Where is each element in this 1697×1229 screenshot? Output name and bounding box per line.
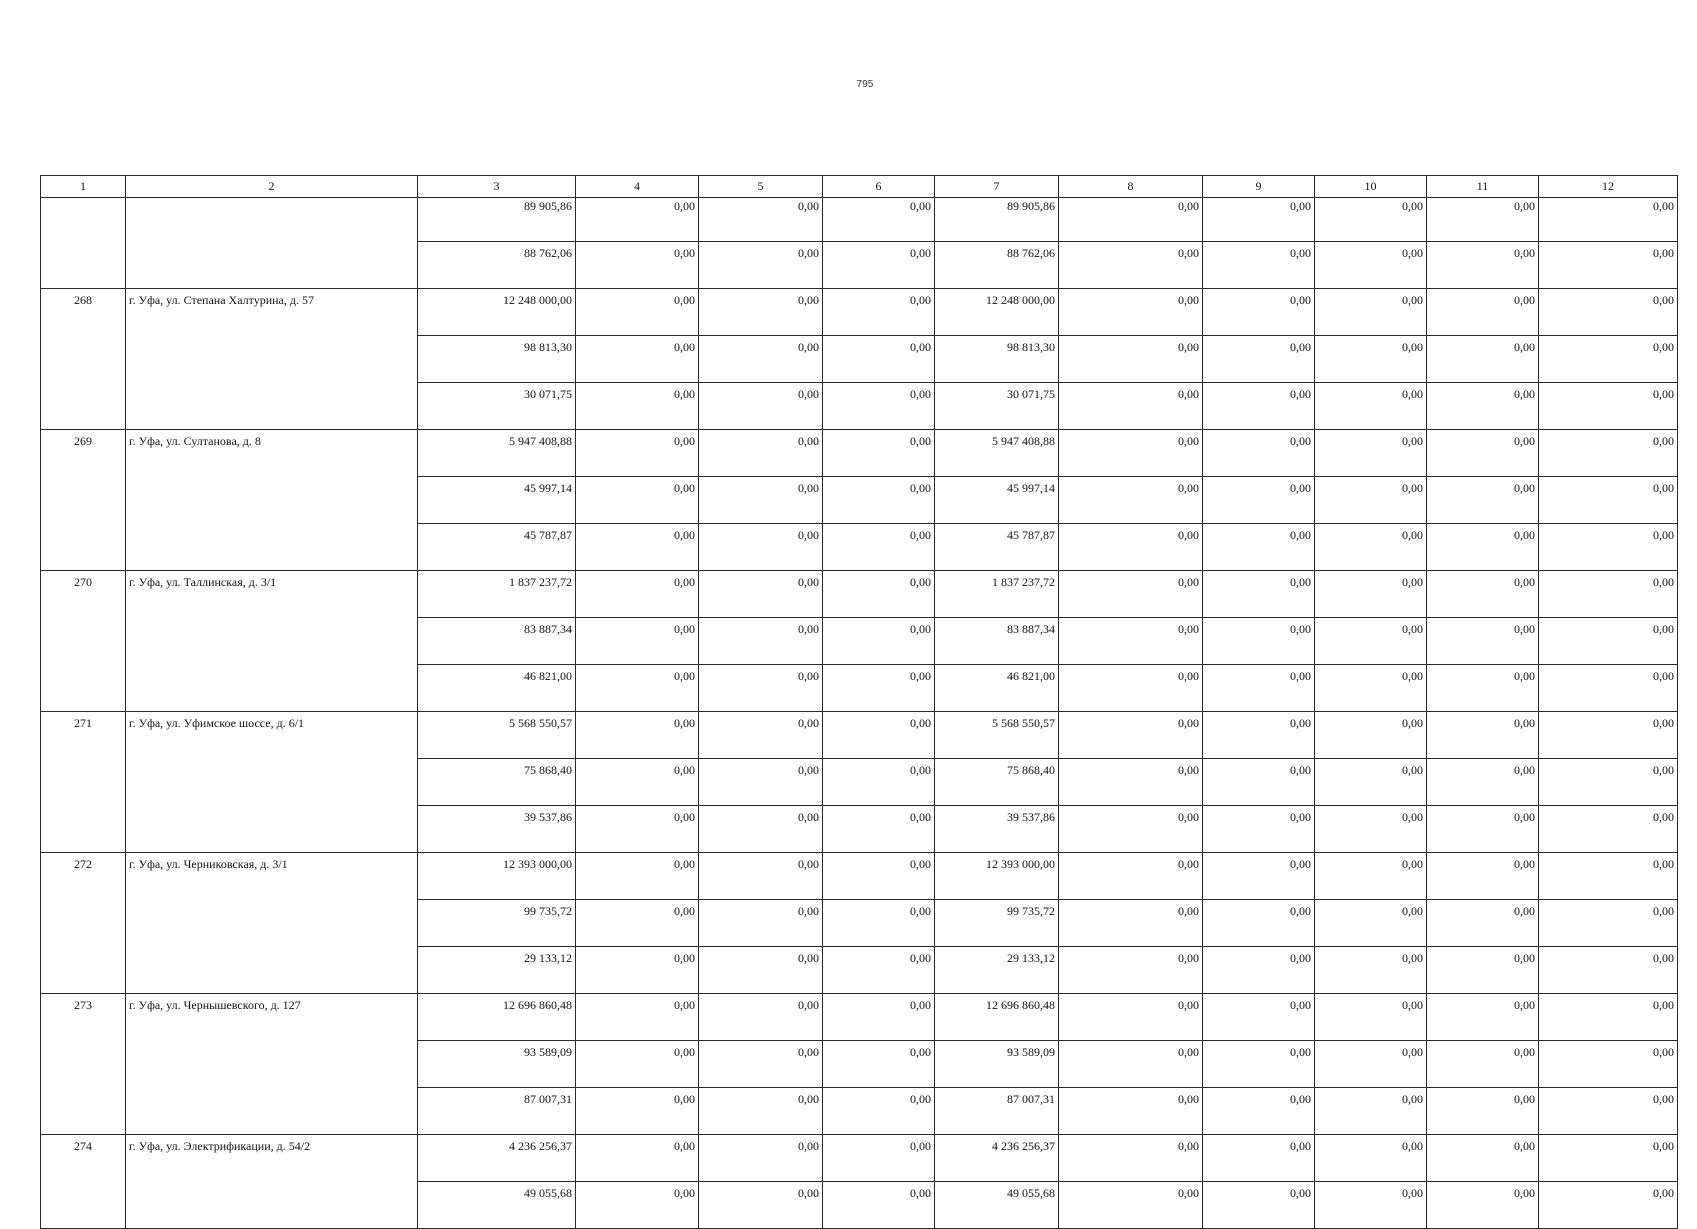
value-cell-col-7: 12 248 000,00 [935,289,1059,336]
value-cell-col-7: 93 589,09 [935,1041,1059,1088]
value-cell-col-4: 0,00 [576,618,699,665]
value-cell-col-12: 0,00 [1539,947,1678,994]
value-cell-col-6: 0,00 [823,853,935,900]
value-cell-col-4: 0,00 [576,712,699,759]
value-cell-col-8: 0,00 [1059,242,1203,289]
value-cell-col-5: 0,00 [699,571,823,618]
value-cell-col-6: 0,00 [823,430,935,477]
value-cell-col-9: 0,00 [1203,336,1315,383]
value-cell-col-4: 0,00 [576,336,699,383]
value-cell-col-12: 0,00 [1539,1135,1678,1182]
value-cell-col-9: 0,00 [1203,198,1315,242]
value-cell-col-8: 0,00 [1059,947,1203,994]
value-cell-col-3: 12 248 000,00 [418,289,576,336]
value-cell-col-9: 0,00 [1203,806,1315,853]
row-number: 271 [41,712,126,853]
value-cell-col-7: 29 133,12 [935,947,1059,994]
value-cell-col-6: 0,00 [823,383,935,430]
address: г. Уфа, ул. Степана Халтурина, д. 57 [126,289,418,430]
value-cell-col-11: 0,00 [1427,430,1539,477]
value-cell-col-7: 45 787,87 [935,524,1059,571]
value-cell-col-12: 0,00 [1539,571,1678,618]
value-cell-col-7: 45 997,14 [935,477,1059,524]
value-cell-col-11: 0,00 [1427,571,1539,618]
table-row [41,994,1678,1041]
value-cell-col-8: 0,00 [1059,618,1203,665]
value-cell-col-7: 39 537,86 [935,806,1059,853]
value-cell-col-7: 87 007,31 [935,1088,1059,1135]
table-body [41,198,1678,1229]
table-row [41,712,1678,759]
value-cell-col-5: 0,00 [699,242,823,289]
table-row [41,289,1678,336]
value-cell-col-5: 0,00 [699,477,823,524]
value-cell-col-11: 0,00 [1427,712,1539,759]
value-cell-col-8: 0,00 [1059,198,1203,242]
value-cell-col-3: 12 696 860,48 [418,994,576,1041]
value-cell-col-7: 1 837 237,72 [935,571,1059,618]
column-header-3: 3 [418,176,576,198]
address: г. Уфа, ул. Электрификации, д. 54/2 [126,1135,418,1229]
value-cell-col-6: 0,00 [823,1041,935,1088]
value-cell-col-10: 0,00 [1315,759,1427,806]
value-cell-col-7: 75 868,40 [935,759,1059,806]
value-cell-col-7: 46 821,00 [935,665,1059,712]
value-cell-col-3: 45 997,14 [418,477,576,524]
value-cell-col-10: 0,00 [1315,1182,1427,1229]
value-cell-col-7: 99 735,72 [935,900,1059,947]
value-cell-col-9: 0,00 [1203,242,1315,289]
value-cell-col-10: 0,00 [1315,524,1427,571]
value-cell-col-12: 0,00 [1539,336,1678,383]
value-cell-col-11: 0,00 [1427,665,1539,712]
value-cell-col-9: 0,00 [1203,1041,1315,1088]
value-cell-col-4: 0,00 [576,383,699,430]
value-cell-col-4: 0,00 [576,947,699,994]
value-cell-col-5: 0,00 [699,430,823,477]
value-cell-col-11: 0,00 [1427,1088,1539,1135]
column-header-9: 9 [1203,176,1315,198]
value-cell-col-9: 0,00 [1203,665,1315,712]
value-cell-col-5: 0,00 [699,289,823,336]
value-cell-col-12: 0,00 [1539,198,1678,242]
value-cell-col-11: 0,00 [1427,994,1539,1041]
value-cell-col-4: 0,00 [576,289,699,336]
value-cell-col-11: 0,00 [1427,1182,1539,1229]
value-cell-col-12: 0,00 [1539,994,1678,1041]
value-cell-col-5: 0,00 [699,759,823,806]
value-cell-col-9: 0,00 [1203,994,1315,1041]
value-cell-col-3: 89 905,86 [418,198,576,242]
value-cell-col-4: 0,00 [576,806,699,853]
value-cell-col-4: 0,00 [576,242,699,289]
value-cell-col-10: 0,00 [1315,900,1427,947]
value-cell-col-12: 0,00 [1539,1088,1678,1135]
value-cell-col-7: 5 947 408,88 [935,430,1059,477]
value-cell-col-4: 0,00 [576,477,699,524]
value-cell-col-11: 0,00 [1427,524,1539,571]
value-cell-col-9: 0,00 [1203,618,1315,665]
value-cell-col-5: 0,00 [699,712,823,759]
value-cell-col-4: 0,00 [576,665,699,712]
table-row [41,853,1678,900]
value-cell-col-3: 75 868,40 [418,759,576,806]
column-header-12: 12 [1539,176,1678,198]
value-cell-col-8: 0,00 [1059,289,1203,336]
value-cell-col-11: 0,00 [1427,336,1539,383]
value-cell-col-9: 0,00 [1203,900,1315,947]
value-cell-col-8: 0,00 [1059,336,1203,383]
value-cell-col-5: 0,00 [699,198,823,242]
value-cell-col-8: 0,00 [1059,1088,1203,1135]
value-cell-col-6: 0,00 [823,618,935,665]
value-cell-col-11: 0,00 [1427,806,1539,853]
value-cell-col-7: 49 055,68 [935,1182,1059,1229]
value-cell-col-6: 0,00 [823,524,935,571]
value-cell-col-6: 0,00 [823,477,935,524]
value-cell-col-3: 49 055,68 [418,1182,576,1229]
value-cell-col-9: 0,00 [1203,712,1315,759]
value-cell-col-10: 0,00 [1315,853,1427,900]
value-cell-col-12: 0,00 [1539,477,1678,524]
value-cell-col-6: 0,00 [823,712,935,759]
value-cell-col-10: 0,00 [1315,477,1427,524]
value-cell-col-6: 0,00 [823,806,935,853]
value-cell-col-6: 0,00 [823,665,935,712]
table-header [41,176,1678,198]
value-cell-col-8: 0,00 [1059,900,1203,947]
page-number: 795 [856,79,874,90]
value-cell-col-7: 5 568 550,57 [935,712,1059,759]
value-cell-col-10: 0,00 [1315,336,1427,383]
column-header-5: 5 [699,176,823,198]
value-cell-col-4: 0,00 [576,853,699,900]
address: г. Уфа, ул. Чернышевского, д. 127 [126,994,418,1135]
value-cell-col-5: 0,00 [699,947,823,994]
value-cell-col-5: 0,00 [699,900,823,947]
value-cell-col-10: 0,00 [1315,947,1427,994]
value-cell-col-6: 0,00 [823,947,935,994]
value-cell-col-6: 0,00 [823,900,935,947]
value-cell-col-9: 0,00 [1203,1135,1315,1182]
value-cell-col-11: 0,00 [1427,1041,1539,1088]
value-cell-col-11: 0,00 [1427,198,1539,242]
value-cell-col-7: 12 696 860,48 [935,994,1059,1041]
value-cell-col-12: 0,00 [1539,618,1678,665]
value-cell-col-10: 0,00 [1315,712,1427,759]
value-cell-col-8: 0,00 [1059,665,1203,712]
value-cell-col-11: 0,00 [1427,759,1539,806]
value-cell-col-9: 0,00 [1203,289,1315,336]
value-cell-col-12: 0,00 [1539,759,1678,806]
value-cell-col-5: 0,00 [699,524,823,571]
value-cell-col-12: 0,00 [1539,383,1678,430]
value-cell-col-3: 87 007,31 [418,1088,576,1135]
value-cell-col-10: 0,00 [1315,1088,1427,1135]
value-cell-col-10: 0,00 [1315,1041,1427,1088]
value-cell-col-3: 39 537,86 [418,806,576,853]
value-cell-col-12: 0,00 [1539,853,1678,900]
value-cell-col-4: 0,00 [576,571,699,618]
column-header-11: 11 [1427,176,1539,198]
row-number: 268 [41,289,126,430]
value-cell-col-4: 0,00 [576,1182,699,1229]
value-cell-col-4: 0,00 [576,994,699,1041]
value-cell-col-9: 0,00 [1203,759,1315,806]
value-cell-col-5: 0,00 [699,994,823,1041]
value-cell-col-3: 4 236 256,37 [418,1135,576,1182]
address: г. Уфа, ул. Таллинская, д. 3/1 [126,571,418,712]
value-cell-col-8: 0,00 [1059,806,1203,853]
column-header-10: 10 [1315,176,1427,198]
column-header-7: 7 [935,176,1059,198]
value-cell-col-10: 0,00 [1315,242,1427,289]
value-cell-col-8: 0,00 [1059,477,1203,524]
value-cell-col-5: 0,00 [699,336,823,383]
value-cell-col-8: 0,00 [1059,383,1203,430]
value-cell-col-3: 45 787,87 [418,524,576,571]
value-cell-col-4: 0,00 [576,1041,699,1088]
value-cell-col-3: 98 813,30 [418,336,576,383]
value-cell-col-6: 0,00 [823,242,935,289]
value-cell-col-10: 0,00 [1315,289,1427,336]
address-cell [126,198,418,289]
value-cell-col-9: 0,00 [1203,947,1315,994]
value-cell-col-5: 0,00 [699,1182,823,1229]
value-cell-col-5: 0,00 [699,1088,823,1135]
value-cell-col-8: 0,00 [1059,571,1203,618]
value-cell-col-5: 0,00 [699,806,823,853]
value-cell-col-9: 0,00 [1203,430,1315,477]
value-cell-col-8: 0,00 [1059,430,1203,477]
value-cell-col-11: 0,00 [1427,1135,1539,1182]
value-cell-col-6: 0,00 [823,1182,935,1229]
value-cell-col-8: 0,00 [1059,524,1203,571]
value-cell-col-5: 0,00 [699,1041,823,1088]
value-cell-col-10: 0,00 [1315,383,1427,430]
value-cell-col-8: 0,00 [1059,853,1203,900]
value-cell-col-3: 83 887,34 [418,618,576,665]
value-cell-col-10: 0,00 [1315,994,1427,1041]
table-row [41,571,1678,618]
value-cell-col-12: 0,00 [1539,524,1678,571]
value-cell-col-6: 0,00 [823,336,935,383]
value-cell-col-3: 5 568 550,57 [418,712,576,759]
value-cell-col-4: 0,00 [576,524,699,571]
value-cell-col-9: 0,00 [1203,477,1315,524]
data-table [40,175,1678,1229]
value-cell-col-3: 12 393 000,00 [418,853,576,900]
row-number-cell [41,198,126,289]
table-row [41,198,1678,242]
value-cell-col-7: 88 762,06 [935,242,1059,289]
value-cell-col-12: 0,00 [1539,1182,1678,1229]
value-cell-col-7: 30 071,75 [935,383,1059,430]
address: г. Уфа, ул. Черниковская, д. 3/1 [126,853,418,994]
value-cell-col-4: 0,00 [576,759,699,806]
address: г. Уфа, ул. Уфимское шоссе, д. 6/1 [126,712,418,853]
value-cell-col-10: 0,00 [1315,571,1427,618]
value-cell-col-8: 0,00 [1059,1041,1203,1088]
value-cell-col-12: 0,00 [1539,665,1678,712]
table-row [41,430,1678,477]
value-cell-col-12: 0,00 [1539,430,1678,477]
column-header-6: 6 [823,176,935,198]
value-cell-col-11: 0,00 [1427,947,1539,994]
value-cell-col-9: 0,00 [1203,571,1315,618]
value-cell-col-3: 99 735,72 [418,900,576,947]
value-cell-col-3: 5 947 408,88 [418,430,576,477]
value-cell-col-6: 0,00 [823,571,935,618]
value-cell-col-11: 0,00 [1427,289,1539,336]
row-number: 273 [41,994,126,1135]
value-cell-col-6: 0,00 [823,1135,935,1182]
value-cell-col-4: 0,00 [576,900,699,947]
value-cell-col-4: 0,00 [576,198,699,242]
value-cell-col-7: 83 887,34 [935,618,1059,665]
value-cell-col-12: 0,00 [1539,289,1678,336]
value-cell-col-10: 0,00 [1315,806,1427,853]
value-cell-col-11: 0,00 [1427,383,1539,430]
column-header-4: 4 [576,176,699,198]
value-cell-col-3: 30 071,75 [418,383,576,430]
value-cell-col-8: 0,00 [1059,994,1203,1041]
value-cell-col-7: 89 905,86 [935,198,1059,242]
value-cell-col-9: 0,00 [1203,1182,1315,1229]
value-cell-col-8: 0,00 [1059,1135,1203,1182]
value-cell-col-5: 0,00 [699,853,823,900]
value-cell-col-5: 0,00 [699,383,823,430]
value-cell-col-8: 0,00 [1059,759,1203,806]
value-cell-col-4: 0,00 [576,430,699,477]
value-cell-col-4: 0,00 [576,1135,699,1182]
value-cell-col-12: 0,00 [1539,712,1678,759]
value-cell-col-12: 0,00 [1539,900,1678,947]
value-cell-col-9: 0,00 [1203,524,1315,571]
address: г. Уфа, ул. Султанова, д. 8 [126,430,418,571]
value-cell-col-10: 0,00 [1315,198,1427,242]
value-cell-col-4: 0,00 [576,1088,699,1135]
value-cell-col-5: 0,00 [699,665,823,712]
value-cell-col-9: 0,00 [1203,853,1315,900]
value-cell-col-10: 0,00 [1315,665,1427,712]
value-cell-col-12: 0,00 [1539,1041,1678,1088]
value-cell-col-3: 1 837 237,72 [418,571,576,618]
row-number: 269 [41,430,126,571]
value-cell-col-10: 0,00 [1315,618,1427,665]
value-cell-col-5: 0,00 [699,618,823,665]
value-cell-col-9: 0,00 [1203,383,1315,430]
row-number: 274 [41,1135,126,1229]
value-cell-col-7: 98 813,30 [935,336,1059,383]
table-row [41,1135,1678,1182]
value-cell-col-11: 0,00 [1427,853,1539,900]
value-cell-col-6: 0,00 [823,198,935,242]
value-cell-col-7: 4 236 256,37 [935,1135,1059,1182]
value-cell-col-11: 0,00 [1427,618,1539,665]
value-cell-col-6: 0,00 [823,759,935,806]
value-cell-col-6: 0,00 [823,1088,935,1135]
value-cell-col-8: 0,00 [1059,1182,1203,1229]
row-number: 270 [41,571,126,712]
column-header-2: 2 [126,176,418,198]
value-cell-col-5: 0,00 [699,1135,823,1182]
value-cell-col-6: 0,00 [823,289,935,336]
row-number: 272 [41,853,126,994]
value-cell-col-11: 0,00 [1427,477,1539,524]
column-header-8: 8 [1059,176,1203,198]
value-cell-col-11: 0,00 [1427,900,1539,947]
column-header-1: 1 [41,176,126,198]
value-cell-col-12: 0,00 [1539,806,1678,853]
value-cell-col-11: 0,00 [1427,242,1539,289]
value-cell-col-10: 0,00 [1315,1135,1427,1182]
value-cell-col-6: 0,00 [823,994,935,1041]
value-cell-col-3: 93 589,09 [418,1041,576,1088]
value-cell-col-3: 29 133,12 [418,947,576,994]
value-cell-col-7: 12 393 000,00 [935,853,1059,900]
value-cell-col-8: 0,00 [1059,712,1203,759]
value-cell-col-3: 46 821,00 [418,665,576,712]
value-cell-col-10: 0,00 [1315,430,1427,477]
value-cell-col-3: 88 762,06 [418,242,576,289]
value-cell-col-9: 0,00 [1203,1088,1315,1135]
value-cell-col-12: 0,00 [1539,242,1678,289]
